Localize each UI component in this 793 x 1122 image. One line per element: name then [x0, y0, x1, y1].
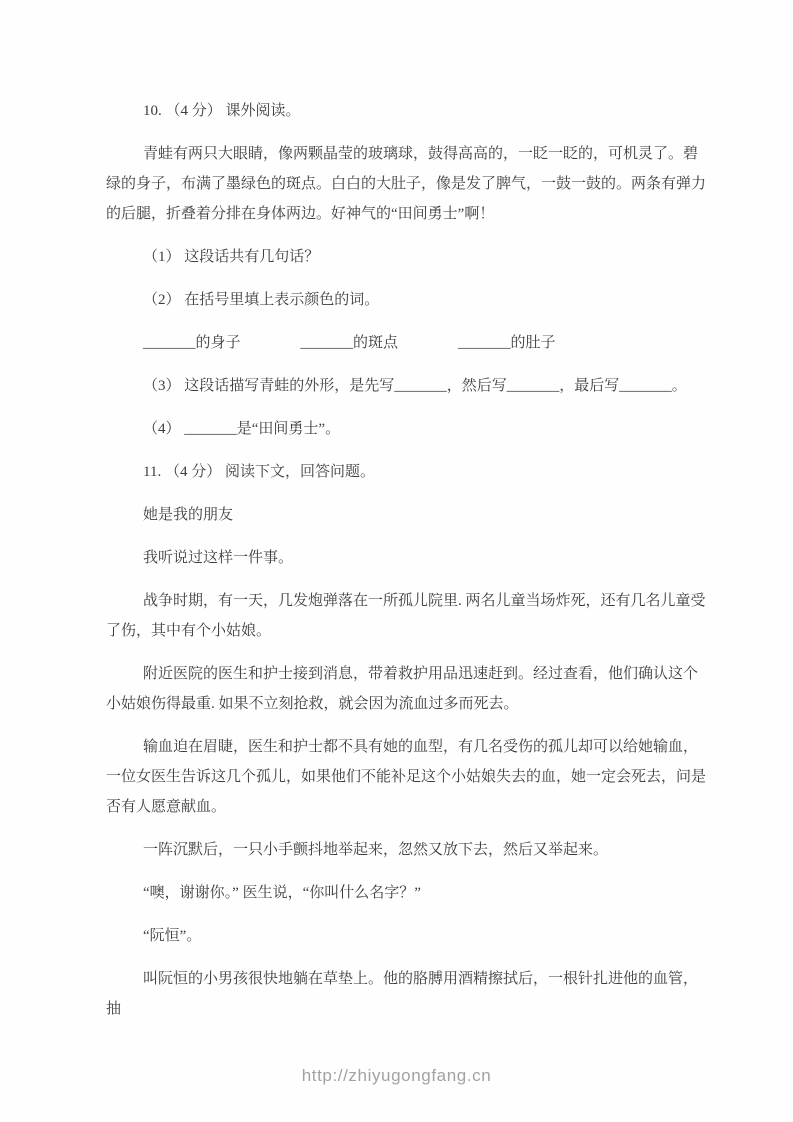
passage-para-war: 战争时期，有一天，几发炮弹落在一所孤儿院里. 两名儿童当场炸死，还有几名儿童受了伤，其中有个小姑娘。: [106, 593, 706, 639]
passage-para-transfusion: 输血迫在眉睫，医生和护士都不具有她的血型，有几名受伤的孤儿却可以给她输血，一位女医生告诉这几个孤儿，如果他们不能补足这个小姑娘失去的血，她一定会死去，问是否有人愿意献血。: [106, 739, 707, 815]
sub-question-1: （1） 这段话共有几句话？: [143, 249, 320, 265]
sub-question-3: （3） 这段话描写青蛙的外形，是先写_______，然后写_______，最后写_______。: [143, 378, 687, 394]
sub-question-2: （2） 在括号里填上表示颜色的词。: [143, 292, 380, 308]
passage-para-doctors: 附近医院的医生和护士接到消息，带着救护用品迅速赶到。经过查看，他们确认这个小姑娘伤得最重. 如果不立刻抢救，就会因为流血过多而死去。: [106, 666, 699, 712]
passage-para-boy: 叫阮恒的小男孩很快地躺在草垫上。他的胳膊用酒精擦拭后，一根针扎进他的血管，抽: [106, 971, 699, 1017]
passage-title: 她是我的朋友: [143, 507, 234, 523]
footer-url: http://zhiyugongfang.cn: [301, 1066, 492, 1085]
passage-para-name: “阮恒”。: [143, 928, 202, 944]
question-11-header: 11. （4 分） 阅读下文，回答问题。: [143, 464, 375, 480]
question-10-header: 10. （4 分） 课外阅读。: [143, 103, 301, 119]
passage-intro: 我听说过这样一件事。: [143, 550, 294, 566]
passage-para-silence: 一阵沉默后，一只小手颤抖地举起来，忽然又放下去，然后又举起来。: [143, 842, 609, 858]
sub-question-4: （4） _______是“田间勇士”。: [143, 421, 341, 437]
passage-para-doctor-asks: “噢，谢谢你。” 医生说，“你叫什么名字？”: [143, 885, 421, 901]
passage-frog: 青蛙有两只大眼睛，像两颗晶莹的玻璃球，鼓得高高的，一眨一眨的，可机灵了。碧绿的身子，布满了墨绿色的斑点。白白的大肚子，像是发了脾气，一鼓一鼓的。两条有弹力的后腿，折叠着分排在身体两边。好神气的“田间勇士”啊！: [106, 146, 707, 222]
fill-blanks-row: _______的身子 _______的斑点 _______的肚子: [143, 335, 556, 351]
